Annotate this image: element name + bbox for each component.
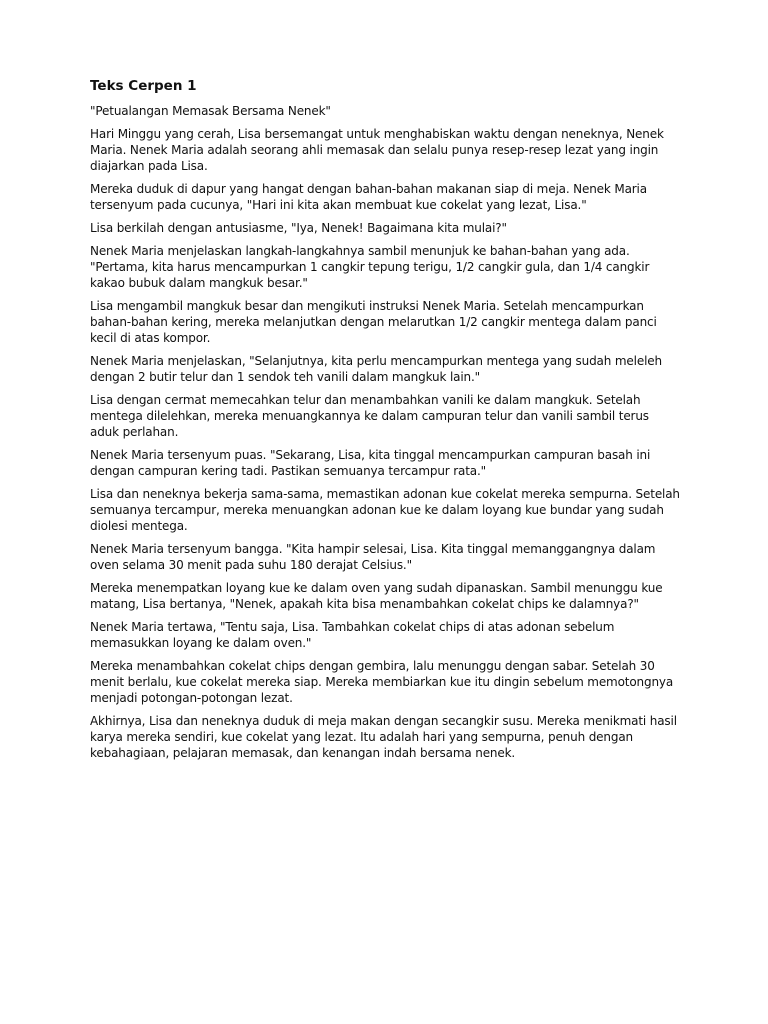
paragraph-5: Lisa mengambil mangkuk besar dan mengikuti instruksi Nenek Maria. Setelah mencampurkan bahan-bahan kering, mereka melanjutkan dengan melarutkan 1/2 cangkir mentega dalam panci kecil di atas kompor. (90, 299, 657, 345)
paragraph-3: Lisa berkilah dengan antusiasme, "Iya, Nenek! Bagaimana kita mulai?" (90, 221, 507, 235)
paragraph-10: Nenek Maria tersenyum bangga. "Kita hampir selesai, Lisa. Kita tinggal memanggangnya dalam oven selama 30 menit pada suhu 180 derajat Celsius." (90, 542, 656, 572)
paragraph-1: Hari Minggu yang cerah, Lisa bersemangat untuk menghabiskan waktu dengan neneknya, Nenek Maria. Nenek Maria adalah seorang ahli memasak dan selalu punya resep-resep lezat yang ingin diajarkan pada Lisa. (90, 127, 664, 173)
paragraph-7: Lisa dengan cermat memecahkan telur dan menambahkan vanili ke dalam mangkuk. Setelah mentega dilelehkan, mereka menuangkannya ke dalam campuran telur dan vanili sambil terus aduk perlahan. (90, 393, 649, 439)
story-title: "Petualangan Memasak Bersama Nenek" (90, 104, 331, 118)
paragraph-14: Akhirnya, Lisa dan neneknya duduk di meja makan dengan secangkir susu. Mereka menikmati hasil karya mereka sendiri, kue cokelat yang lezat. Itu adalah hari yang sempurna, penuh dengan kebahagiaan, pelajaran memasak, dan kenangan indah bersama nenek. (90, 714, 677, 760)
paragraph-9: Lisa dan neneknya bekerja sama-sama, memastikan adonan kue cokelat mereka sempurna. Setelah semuanya tercampur, mereka menuangkan adonan kue ke dalam loyang kue bundar yang sudah diolesi mentega. (90, 487, 680, 533)
document-heading: Teks Cerpen 1 (90, 78, 197, 94)
paragraph-13: Mereka menambahkan cokelat chips dengan gembira, lalu menunggu dengan sabar. Setelah 30 menit berlalu, kue cokelat mereka siap. Mereka membiarkan kue itu dingin sebelum memotongnya menjadi potongan-potongan lezat. (90, 659, 674, 705)
document-page (90, 78, 680, 768)
paragraph-8: Nenek Maria tersenyum puas. "Sekarang, Lisa, kita tinggal mencampurkan campuran basah ini dengan campuran kering tadi. Pastikan semuanya tercampur rata." (90, 448, 651, 478)
paragraph-11: Mereka menempatkan loyang kue ke dalam oven yang sudah dipanaskan. Sambil menunggu kue matang, Lisa bertanya, "Nenek, apakah kita bisa menambahkan cokelat chips ke dalamnya?" (90, 581, 663, 611)
paragraph-6: Nenek Maria menjelaskan, "Selanjutnya, kita perlu mencampurkan mentega yang sudah meleleh dengan 2 butir telur dan 1 sendok teh vanili dalam mangkuk lain." (90, 354, 662, 384)
paragraph-2: Mereka duduk di dapur yang hangat dengan bahan-bahan makanan siap di meja. Nenek Maria tersenyum pada cucunya, "Hari ini kita akan membuat kue cokelat yang lezat, Lisa." (90, 182, 647, 212)
paragraph-12: Nenek Maria tertawa, "Tentu saja, Lisa. Tambahkan cokelat chips di atas adonan sebelum memasukkan loyang ke dalam oven." (90, 620, 615, 650)
paragraph-4: Nenek Maria menjelaskan langkah-langkahnya sambil menunjuk ke bahan-bahan yang ada. "Pertama, kita harus mencampurkan 1 cangkir tepung terigu, 1/2 cangkir gula, dan 1/4 cangkir kakao bubuk dalam mangkuk besar." (90, 244, 650, 290)
